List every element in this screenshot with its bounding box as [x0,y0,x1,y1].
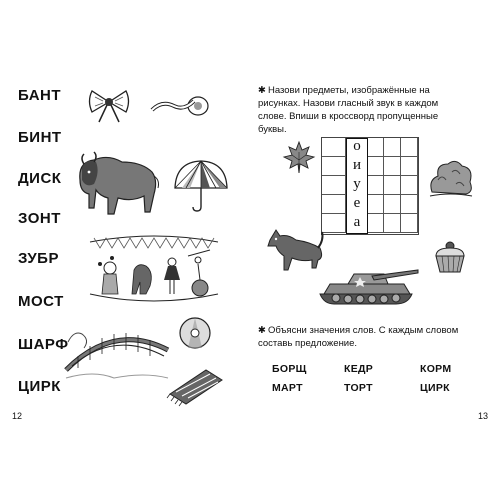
crossword-letter: о [353,138,361,154]
crossword-cell [401,176,418,195]
crossword-cell [368,214,384,233]
crossword-letter: е [353,195,361,211]
instruction-2 [258,324,468,350]
crossword-letter: а [353,214,361,230]
bow-icon [86,88,132,124]
instruction-1 [258,84,463,136]
disc-icon [178,316,212,350]
word-5: ЗУБР [18,250,59,267]
crossword-cell [401,157,418,176]
crossword-cell [322,195,346,214]
cake-icon [432,240,468,276]
practice-word: КОРМ [420,363,452,375]
word-1: БАНТ [18,87,62,104]
crossword-cell [384,176,401,195]
word-8: ЦИРК [18,378,61,395]
left-page [0,0,250,430]
bison-icon [72,150,162,220]
practice-word: ТОРТ [344,382,373,394]
tank-icon [316,262,420,308]
practice-word: ЦИРК [420,382,450,394]
word-3: ДИСК [18,170,62,187]
crossword-cell [368,138,384,157]
crossword-letter: у [353,176,361,192]
crossword-cell [322,157,346,176]
scarf-icon [166,366,226,408]
star-icon: ✱ [258,85,266,96]
word-4: ЗОНТ [18,210,61,227]
practice-word: МАРТ [272,382,303,394]
crossword-cell [368,176,384,195]
crossword-cell [384,138,401,157]
word-6: МОСТ [18,293,64,310]
crossword-cell [401,138,418,157]
crossword-cell [384,157,401,176]
crossword-cell [368,157,384,176]
crossword-cell [368,195,384,214]
crossword-cell [401,214,418,233]
practice-word: БОРЩ [272,363,307,375]
crossword-cell [384,214,401,233]
crossword-letter: и [352,157,362,173]
word-2: БИНТ [18,129,62,146]
instruction-1-text: Назови предметы, изображённые на рисунках. Назови гласный звук в каждом слове. Впиши в кроссворд пропущенные буквы. [258,85,439,135]
page-number-left: 12 [12,411,23,421]
crossword-cell [322,138,346,157]
crossword-cell [384,195,401,214]
bush-icon [428,156,474,202]
circus-icon [88,228,220,308]
page-number-right: 13 [478,411,489,421]
crossword-cell [401,195,418,214]
crossword-cell [322,176,346,195]
bandage-icon [150,94,212,118]
maple-leaf-icon [282,140,316,174]
bridge-icon [64,320,170,380]
umbrella-icon [172,158,230,214]
practice-word: КЕДР [344,363,374,375]
word-7: ШАРФ [18,336,69,353]
crossword-grid [321,137,419,235]
star-icon: ✱ [258,325,266,336]
instruction-2-text: Объясни значения слов. С каждым словом составь предложение. [258,325,459,349]
